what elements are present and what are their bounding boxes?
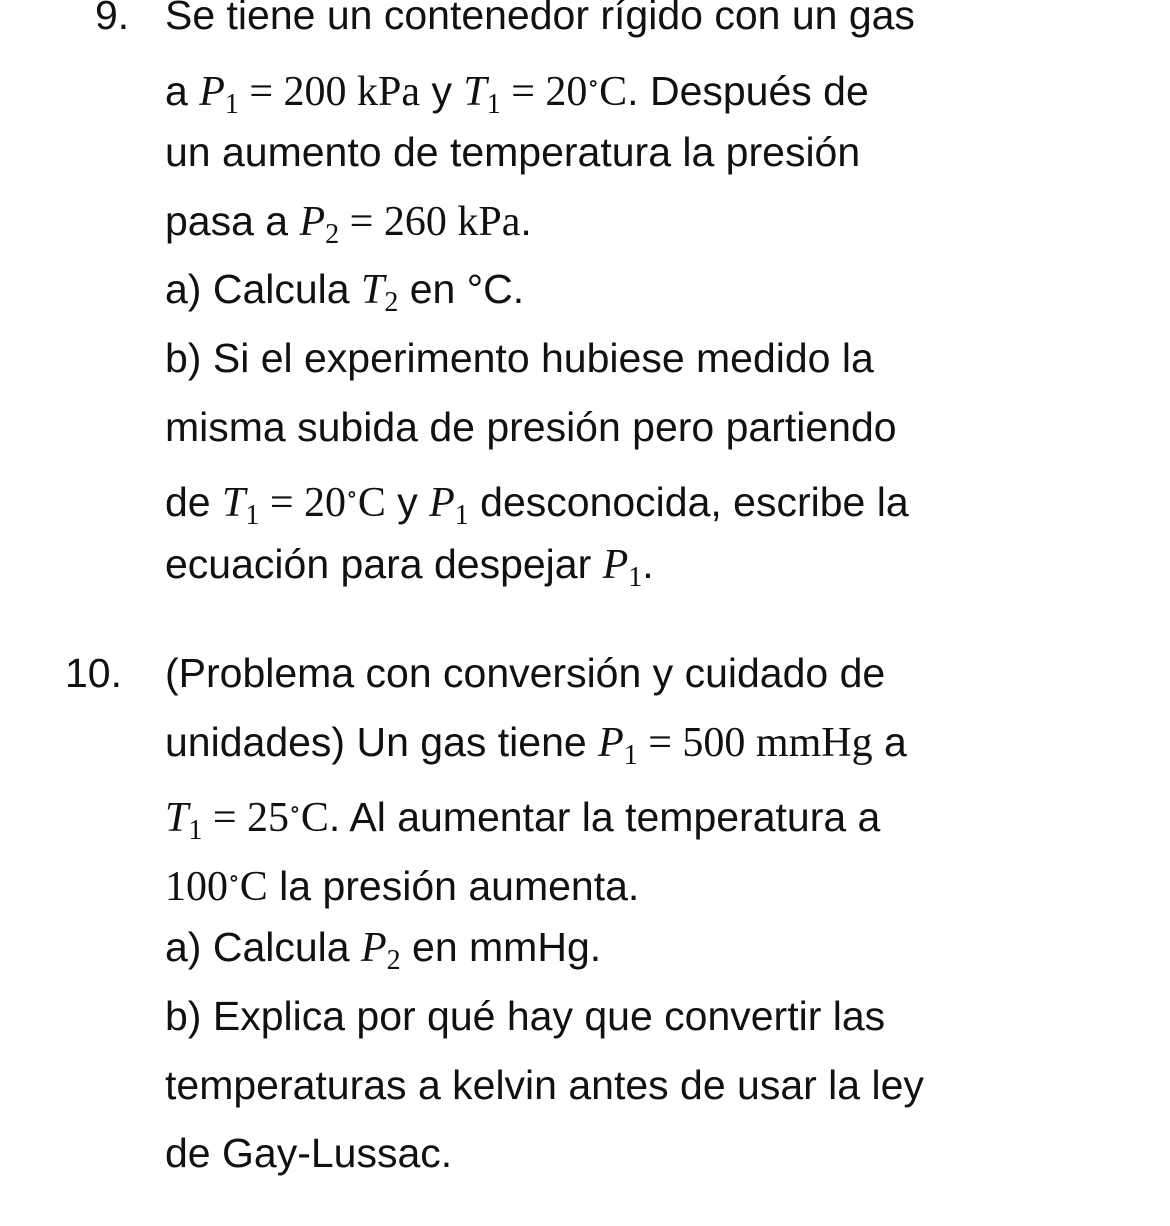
problem-line [165,530,654,598]
math-subscript: 1 [224,88,239,120]
math-subscript: 1 [454,500,469,532]
math-subscript: 1 [486,88,501,120]
math-subscript: 1 [188,815,203,847]
math-subscript: 2 [325,218,340,250]
math-subscript: 1 [628,561,643,593]
text-segment: . Después de [627,67,869,114]
math-expression [222,480,386,532]
math-variable: P [598,719,624,766]
math-value: = 200 kPa [238,68,421,115]
math-unit: C [599,68,628,115]
text-segment: pasa a [165,197,300,244]
text-segment: y [420,67,464,114]
problem-line [165,845,639,913]
math-variable: T [222,480,246,527]
problem-line [165,50,869,118]
math-value: = 500 mmHg [637,719,873,766]
text-segment: . [642,540,654,587]
problem-line [165,187,532,255]
text-segment: (Problema con conversión y cuidado de [165,650,886,696]
problem-line [165,639,885,707]
math-variable: T [360,267,385,314]
text-segment: temperaturas a kelvin antes de usar la ley [165,1061,924,1108]
math-variable: P [429,480,455,527]
degree-symbol: ∘ [289,797,301,824]
problem-line [165,393,897,461]
problem-line [165,913,601,981]
math-variable: P [360,925,387,972]
math-expression [602,541,643,593]
problem-line [165,461,909,532]
problem-number: 10. [65,650,122,696]
text-segment: . [520,197,532,244]
math-unit: C [300,795,329,842]
text-segment: a) Calcula [165,266,361,313]
math-expression [598,719,873,771]
text-segment: de [165,479,222,526]
text-segment: la presión aumenta. [267,862,640,909]
math-value: 100 [165,863,228,910]
text-segment: ecuación para despejar [165,540,603,587]
text-segment: a [165,67,200,114]
math-variable: T [463,68,487,115]
math-expression [199,68,421,120]
math-expression [299,198,521,250]
text-segment: b) Explica por qué hay que convertir las [165,993,886,1039]
degree-symbol: ∘ [228,865,240,892]
math-value: = 20 [259,480,347,527]
text-segment: unidades) Un gas tiene [165,718,599,765]
math-value: = 260 kPa [339,198,521,245]
problem-line [165,0,915,49]
degree-symbol: ∘ [587,70,600,97]
text-segment: en mmHg. [400,924,602,971]
math-variable: P [199,68,225,115]
text-segment: Se tiene un contenedor rígido con un gas [165,0,915,38]
math-variable: P [299,198,326,245]
problem-line [165,1051,924,1119]
math-subscript: 1 [623,739,638,771]
text-segment: y [385,479,430,526]
problem-line [165,776,881,847]
text-segment: en °C. [398,266,525,313]
problem-number: 9. [95,0,130,38]
problem-line [165,1119,452,1187]
math-expression [165,795,329,847]
text-segment: b) Si el experimento hubiese medido la [165,335,874,381]
math-subscript: 1 [245,500,260,532]
math-unit: C [357,480,386,527]
problem-line [165,118,860,186]
math-expression [463,68,628,120]
math-expression [165,864,268,910]
text-segment: un aumento de temperatura la presión [165,129,861,176]
text-segment: misma subida de presión pero partiendo [165,403,897,450]
math-subscript: 2 [384,287,399,319]
math-value: = 25 [202,795,290,842]
math-variable: P [602,541,629,588]
math-unit: C [239,863,268,910]
problem-line [165,324,874,392]
text-segment: a) Calcula [165,924,361,971]
text-segment: desconocida, escribe la [468,479,909,526]
text-segment: de Gay-Lussac. [165,1130,453,1177]
problem-line [165,982,885,1050]
math-variable: T [165,795,189,842]
problem-line [165,255,524,323]
math-value: = 20 [500,68,588,115]
text-segment: . Al aumentar la temperatura a [328,794,881,841]
text-segment: a [872,718,907,765]
math-expression [429,480,469,532]
math-expression [360,925,401,977]
problem-line [165,708,907,776]
degree-symbol: ∘ [346,482,358,509]
math-subscript: 2 [386,945,401,977]
math-expression [360,267,399,319]
